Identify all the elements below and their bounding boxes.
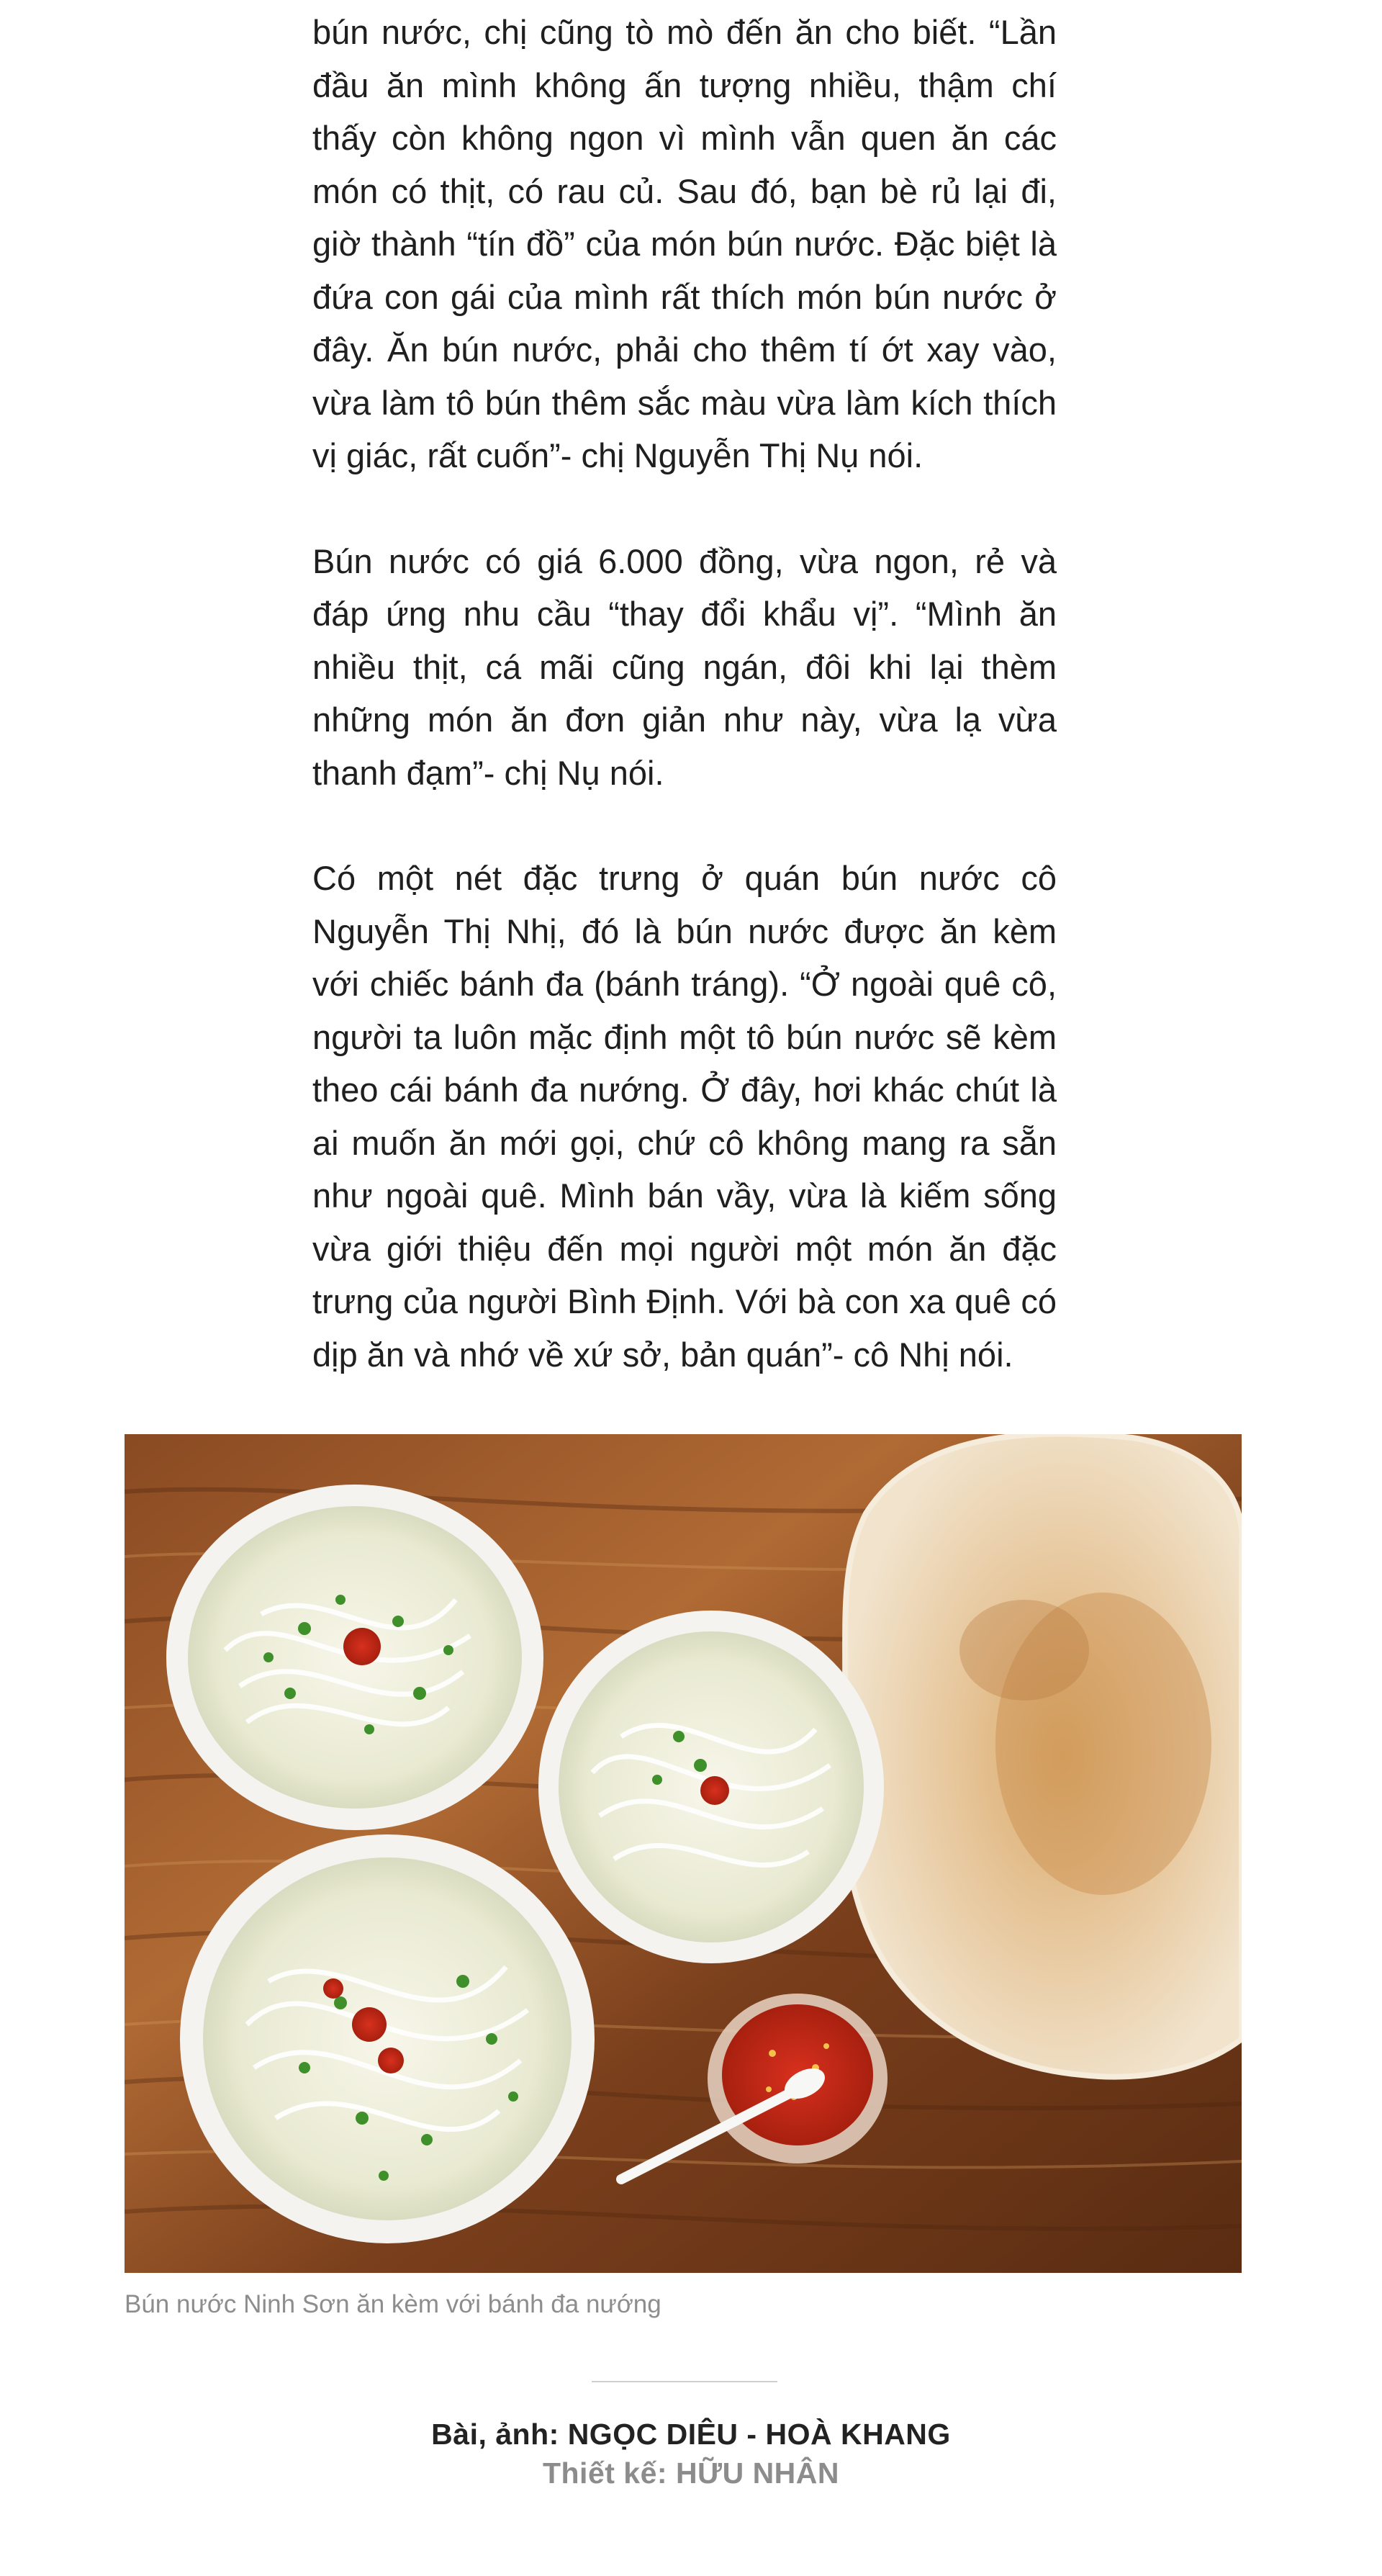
article-photo <box>125 1434 1242 2273</box>
paragraph-3: Có một nét đặc trưng ở quán bún nước cô Nguyễn Thị Nhị, đó là bún nước được ăn kèm với chiếc bánh đa (bánh tráng). “Ở ngoài quê cô, người ta luôn mặc định một tô bún nước sẽ kèm theo cái bánh đa nướng. Ở đây, hơi khác chút là ai muốn ăn mới gọi, chứ cô không mang ra sẵn như ngoài quê. Mình bán vầy, vừa là kiếm sống vừa giới thiệu đến mọi người một món ăn đặc trưng của người Bình Định. Với bà con xa quê có dịp ăn và nhớ về xứ sở, bản quán”- cô Nhị nói. <box>312 859 1057 1374</box>
bun-nuoc-photo <box>125 1434 1242 2273</box>
paragraph-2: Bún nước có giá 6.000 đồng, vừa ngon, rẻ và đáp ứng nhu cầu “thay đổi khẩu vị”. “Mình ăn nhiều thịt, cá mãi cũng ngán, đôi khi lại thèm những món ăn đơn giản như này, vừa lạ vừa thanh đạm”- chị Nụ nói. <box>312 541 1057 792</box>
author-credit: Bài, ảnh: NGỌC DIÊU - HOÀ KHANG <box>431 2418 951 2451</box>
paragraph-1: bún nước, chị cũng tò mò đến ăn cho biết. “Lần đầu ăn mình không ấn tượng nhiều, thậm chí thấy còn không ngon vì mình vẫn quen ăn các món có thịt, có rau củ. Sau đó, bạn bè rủ lại đi, giờ thành “tín đồ” của món bún nước. Đặc biệt là đứa con gái của mình rất thích món bún nước ở đây. Ăn bún nước, phải cho thêm tí ớt xay vào, vừa làm tô bún thêm sắc màu vừa làm kích thích vị giác, rất cuốn”- chị Nguyễn Thị Nụ nói. <box>312 13 1057 474</box>
article-body <box>312 0 1057 1381</box>
photo-caption: Bún nước Ninh Sơn ăn kèm với bánh đa nướng <box>125 2290 661 2318</box>
divider <box>592 2381 777 2382</box>
design-credit: Thiết kế: HỮU NHÂN <box>542 2456 840 2490</box>
